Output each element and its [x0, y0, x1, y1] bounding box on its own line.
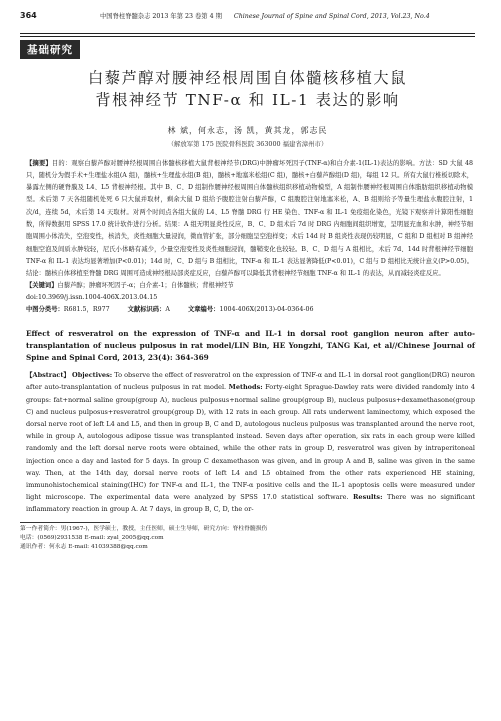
footnotes [20, 525, 475, 553]
article-number-label: 文章编号： [187, 306, 220, 314]
abstract-cn-label: 【摘要】 [26, 159, 52, 167]
author-list: 林 斌，何永志，汤 凯，黄其龙，郭志民 [167, 125, 328, 135]
abstract-en [20, 369, 475, 515]
footnote-author-bio: 第一作者简介：男(1967-)，医学硕士，教授，主任医师，硕士生导师，研究方向：脊柱脊髓损伤 [20, 525, 268, 532]
abstract-cn-body: 目的：观察白藜芦醇对腰神经根周围自体髓核移植大鼠背根神经节(DRG)中肿瘤坏死因子(TNF-α)和白介素-1(IL-1)表达的影响。方法：SD 大鼠 48 只，随机分为假手术+生理盐水组(A 组)，髓核+生理盐水组(B 组)，髓核+地塞米松组(C 组)，髓核+白藜芦醇组(D 组)，每组 12 只。所有大鼠行椎板切除术，暴露左侧的硬脊膜及 L4、L5 背根神经根。其中 B、C、D 组制作腰神经根周围自体髓核组织移植动物模型，A 组制作腰神经根周围自体脂肪组织移植动物模型。术后第 7 天各组随机处死 6 只大鼠并取材，剩余大鼠 D 组给予腹腔注射白藜芦醇，C 组腹腔注射地塞米松，A、B 组则给予等量生理盐水腹腔注射，1 次/d，连续 5d，术后第 14 天取材。对两个时间点各组大鼠的 L4、L5 脊髓 DRG 行 HE 染色、TNF-α 和 IL-1 免疫组化染色，光镜下观察并计算阳性细胞数，所得数据用 SPSS 17.0 统计软件进行分析。结果：A 组无明显炎性反应，B、C、D 组术后 7d 时 DRG 内细胞间组织增宽，呈明显充血和水肿，神经节细胞周围小体消失，空泡变性，核消失，炎性细胞大量浸润，微血管扩张，部分细胞呈空泡样变；术后 14d 时 B 组炎性表现仍较明显，C 组和 D 组相对 B 组神经细胞空泡及间质水肿较轻，尼氏小体略有减少，少量空泡变性及炎性细胞浸润，髓鞘变化也较轻。B、C、D 组与 A 组相比，术后 7d、14d 时背根神经节细胞 TNF-α 和 IL-1 表达均显著增加(P<0.01)；14d 时，C、D 组与 B 组相比，TNF-α 和 IL-1 表达显著降低(P<0.01)，C 组与 D 组相比无统计意义(P>0.05)。结论：髓核自体移植至脊髓 DRG 周围可造成神经根局部炎症反应，白藜芦醇可以降低其背根神经节细胞 TNF-α 和 IL-1 的表达，从而减轻炎症反应。 [26, 159, 473, 278]
footnote-rule [20, 522, 110, 523]
doc-code-label: 文献标识码： [127, 306, 166, 314]
keywords-cn [20, 280, 475, 292]
footnote-corresponding: 通讯作者：何永志 E-mail: 41039388@qq.com [20, 544, 148, 551]
keywords-cn-body: 白藜芦醇；肿瘤坏死因子-α；白介素-1；自体髓核；背根神经节 [57, 282, 234, 290]
article-number-value: 1004-406X(2013)-04-0364-06 [219, 306, 314, 314]
affiliation: （解放军第 175 医院骨科医院 363000 福建省漳州市） [167, 139, 328, 148]
title-line-1: 白藜芦醇对腰神经根周围自体髓核移植大鼠 [88, 68, 407, 87]
article-title-cn [20, 67, 475, 111]
keywords-cn-label: 【关键词】 [26, 282, 58, 290]
article-title-en: Effect of resveratrol on the expression of TNF-α and IL-1 in dorsal root ganglion neuron after auto-transplantation of nucleus pulposus in rat model/LIN Bin, HE Yongzhi, TANG Kai, et al//Chinese Journal of Spine and Spinal Cord, 2013, 23(4): 364-369 [26, 329, 475, 362]
objectives-text: To observe the effect of resveratrol on the expression of TNF-α and IL-1 in dorsal root ganglion(DRG) neuron after auto-transplantation of nucleus pulposus in rat model. [26, 371, 475, 392]
title-line-2: 背根神经节 TNF-α 和 IL-1 表达的影响 [95, 90, 400, 109]
journal-name-cn: 中国脊柱脊髓杂志 2013 年第 23 卷第 4 期 [100, 13, 222, 20]
page-number: 364 [20, 11, 37, 20]
abstract-cn [20, 158, 475, 281]
objectives-label: Objectives: [72, 371, 113, 380]
methods-label: Methods: [228, 383, 263, 392]
methods-text: Forty-eight Sprague-Dawley rats were divided randomly into 4 groups: fat+normal saline group(group A), nucleus pulposus+normal saline group(group B), nucleus pulposus+dexamethasone(group C) and nucleus pulposus+resveratrol group(group D), with 12 rats in each group. All rats underwent laminectomy, which exposed the dorsal nerve root of left L4 and L5, and then in group B, C and D, autologous nucleus pulposus was transplanted around the nerve root, while in group A, autologous adipose tissue was transplanted instead. Seven days after operation, six rats in each group were killed randomly and the left dorsal nerve roots were obtained, while the other rats in group D, resveratrol was given by intraperitoneal injection once a day and lasted for 5 days. In group C dexamethason was given, and in group A and B, saline was given in the same way. Then, at the 14th day, dorsal nerve roots of left L4 and L5 obtained from the other rats experienced HE staining, immunohistochemical staining(IHC) for TNF-α and IL-1, the TNF-α positive cells and the IL-1 apoptosis cells were measured under light microscope. The experimental data were analyzed by SPSS 17.0 statistical software. [26, 383, 475, 502]
results-label: Results: [353, 493, 383, 502]
journal-name-en: Chinese Journal of Spine and Spinal Cord, 2013, Vol.23, No.4 [233, 13, 430, 20]
running-header [20, 0, 475, 34]
clc-value: R681.5，R977 [63, 306, 110, 314]
doi: doi:10.3969/j.issn.1004-406X.2013.04.15 [26, 294, 158, 302]
section-badge: 基础研究 [20, 40, 80, 59]
clc-label: 中图分类号： [26, 306, 64, 314]
abstract-en-label: 【Abstract】 [26, 371, 70, 380]
footnote-contact: 电话：(0569)2931538 E-mail: zyal_2005@qq.com [20, 534, 164, 541]
doc-code-value: A [165, 306, 170, 314]
results-text: There was no significant inflammatory reaction in group A. At 7 days, in group B, C, D, the or- [26, 493, 475, 514]
classification-line [20, 304, 475, 316]
header-double-rule [20, 34, 475, 37]
